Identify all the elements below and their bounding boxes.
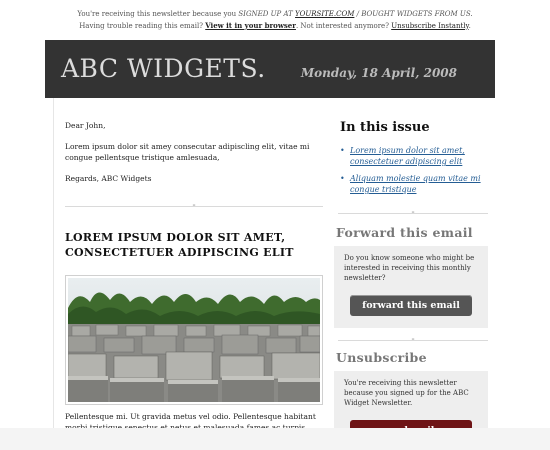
intro-paragraph: Lorem ipsum dolor sit amey consecutar adipiscling elit, vitae mi congue pellentsque tristique amlesuada, bbox=[65, 142, 310, 162]
forward-heading: Forward this email bbox=[336, 225, 473, 240]
memorial-photo-image bbox=[68, 278, 320, 402]
preheader bbox=[0, 8, 550, 32]
preheader-line-1 bbox=[0, 8, 550, 20]
section-divider bbox=[65, 201, 323, 210]
unsubscribe-text: You're receiving this newsletter because you signed up for the ABC Widget Newsletter. bbox=[344, 379, 469, 407]
article-body: Pellentesque mi. Ut gravida metus vel odio. Pellentesque habitant bbox=[65, 412, 316, 421]
preheader-text: . bbox=[468, 22, 471, 30]
bullet-icon: • bbox=[340, 174, 345, 183]
issue-list-item bbox=[340, 173, 488, 195]
section-divider bbox=[338, 335, 488, 344]
preheader-caps: SIGNED UP AT bbox=[238, 10, 296, 18]
article-title: LOREM IPSUM DOLOR SIT AMET, CONSECTETUER ADIPISCING ELIT bbox=[65, 231, 294, 259]
divider-ornament-icon: ⁃ bbox=[411, 208, 415, 217]
issue-date: Monday, 18 April, 2008 bbox=[300, 66, 457, 80]
yoursite-link[interactable]: YOURSITE.COM bbox=[295, 10, 355, 18]
signoff: Regards, ABC Widgets bbox=[65, 174, 152, 183]
main-column bbox=[53, 98, 331, 450]
issue-link-list bbox=[340, 145, 488, 201]
preheader-line-2 bbox=[0, 20, 550, 32]
issue-link[interactable]: Aliquam molestie quam vitae mi congue tristique bbox=[350, 174, 481, 194]
section-divider bbox=[338, 208, 488, 217]
preheader-text: You're receiving this newsletter because you bbox=[77, 10, 239, 18]
issue-list-item bbox=[340, 145, 488, 167]
preheader-text: . Not interested anymore? bbox=[295, 22, 392, 30]
brand-logo-text: ABC WIDGETS. bbox=[61, 54, 266, 83]
forward-text: Do you know someone who might be interested in receiving this monthly newsletter? bbox=[344, 254, 475, 282]
viewport-bottom-edge bbox=[0, 428, 550, 450]
forward-email-button[interactable]: forward this email bbox=[350, 295, 472, 316]
divider-ornament-icon: ⁃ bbox=[411, 335, 415, 344]
view-in-browser-link[interactable]: View it in your browser bbox=[205, 21, 296, 30]
preheader-caps-end: / BOUGHT WIDGETS FROM US. bbox=[354, 10, 473, 18]
newsletter-body bbox=[45, 98, 495, 450]
unsubscribe-instantly-link[interactable]: Unsubscribe Instantly bbox=[391, 22, 469, 30]
preheader-text: Having trouble reading this email? bbox=[79, 22, 206, 30]
intro-letter bbox=[65, 120, 323, 194]
sidebar bbox=[334, 98, 489, 450]
in-this-issue-heading: In this issue bbox=[340, 120, 430, 135]
forward-panel bbox=[334, 246, 488, 328]
bullet-icon: • bbox=[340, 146, 345, 155]
header-banner bbox=[45, 40, 495, 98]
article-photo bbox=[65, 275, 323, 405]
divider-ornament-icon: ⁃ bbox=[192, 201, 196, 210]
issue-link[interactable]: Lorem ipsum dolor sit amet, consectetuer adipiscing elit bbox=[350, 146, 465, 166]
greeting: Dear John, bbox=[65, 121, 106, 130]
unsubscribe-heading: Unsubscribe bbox=[336, 350, 427, 365]
